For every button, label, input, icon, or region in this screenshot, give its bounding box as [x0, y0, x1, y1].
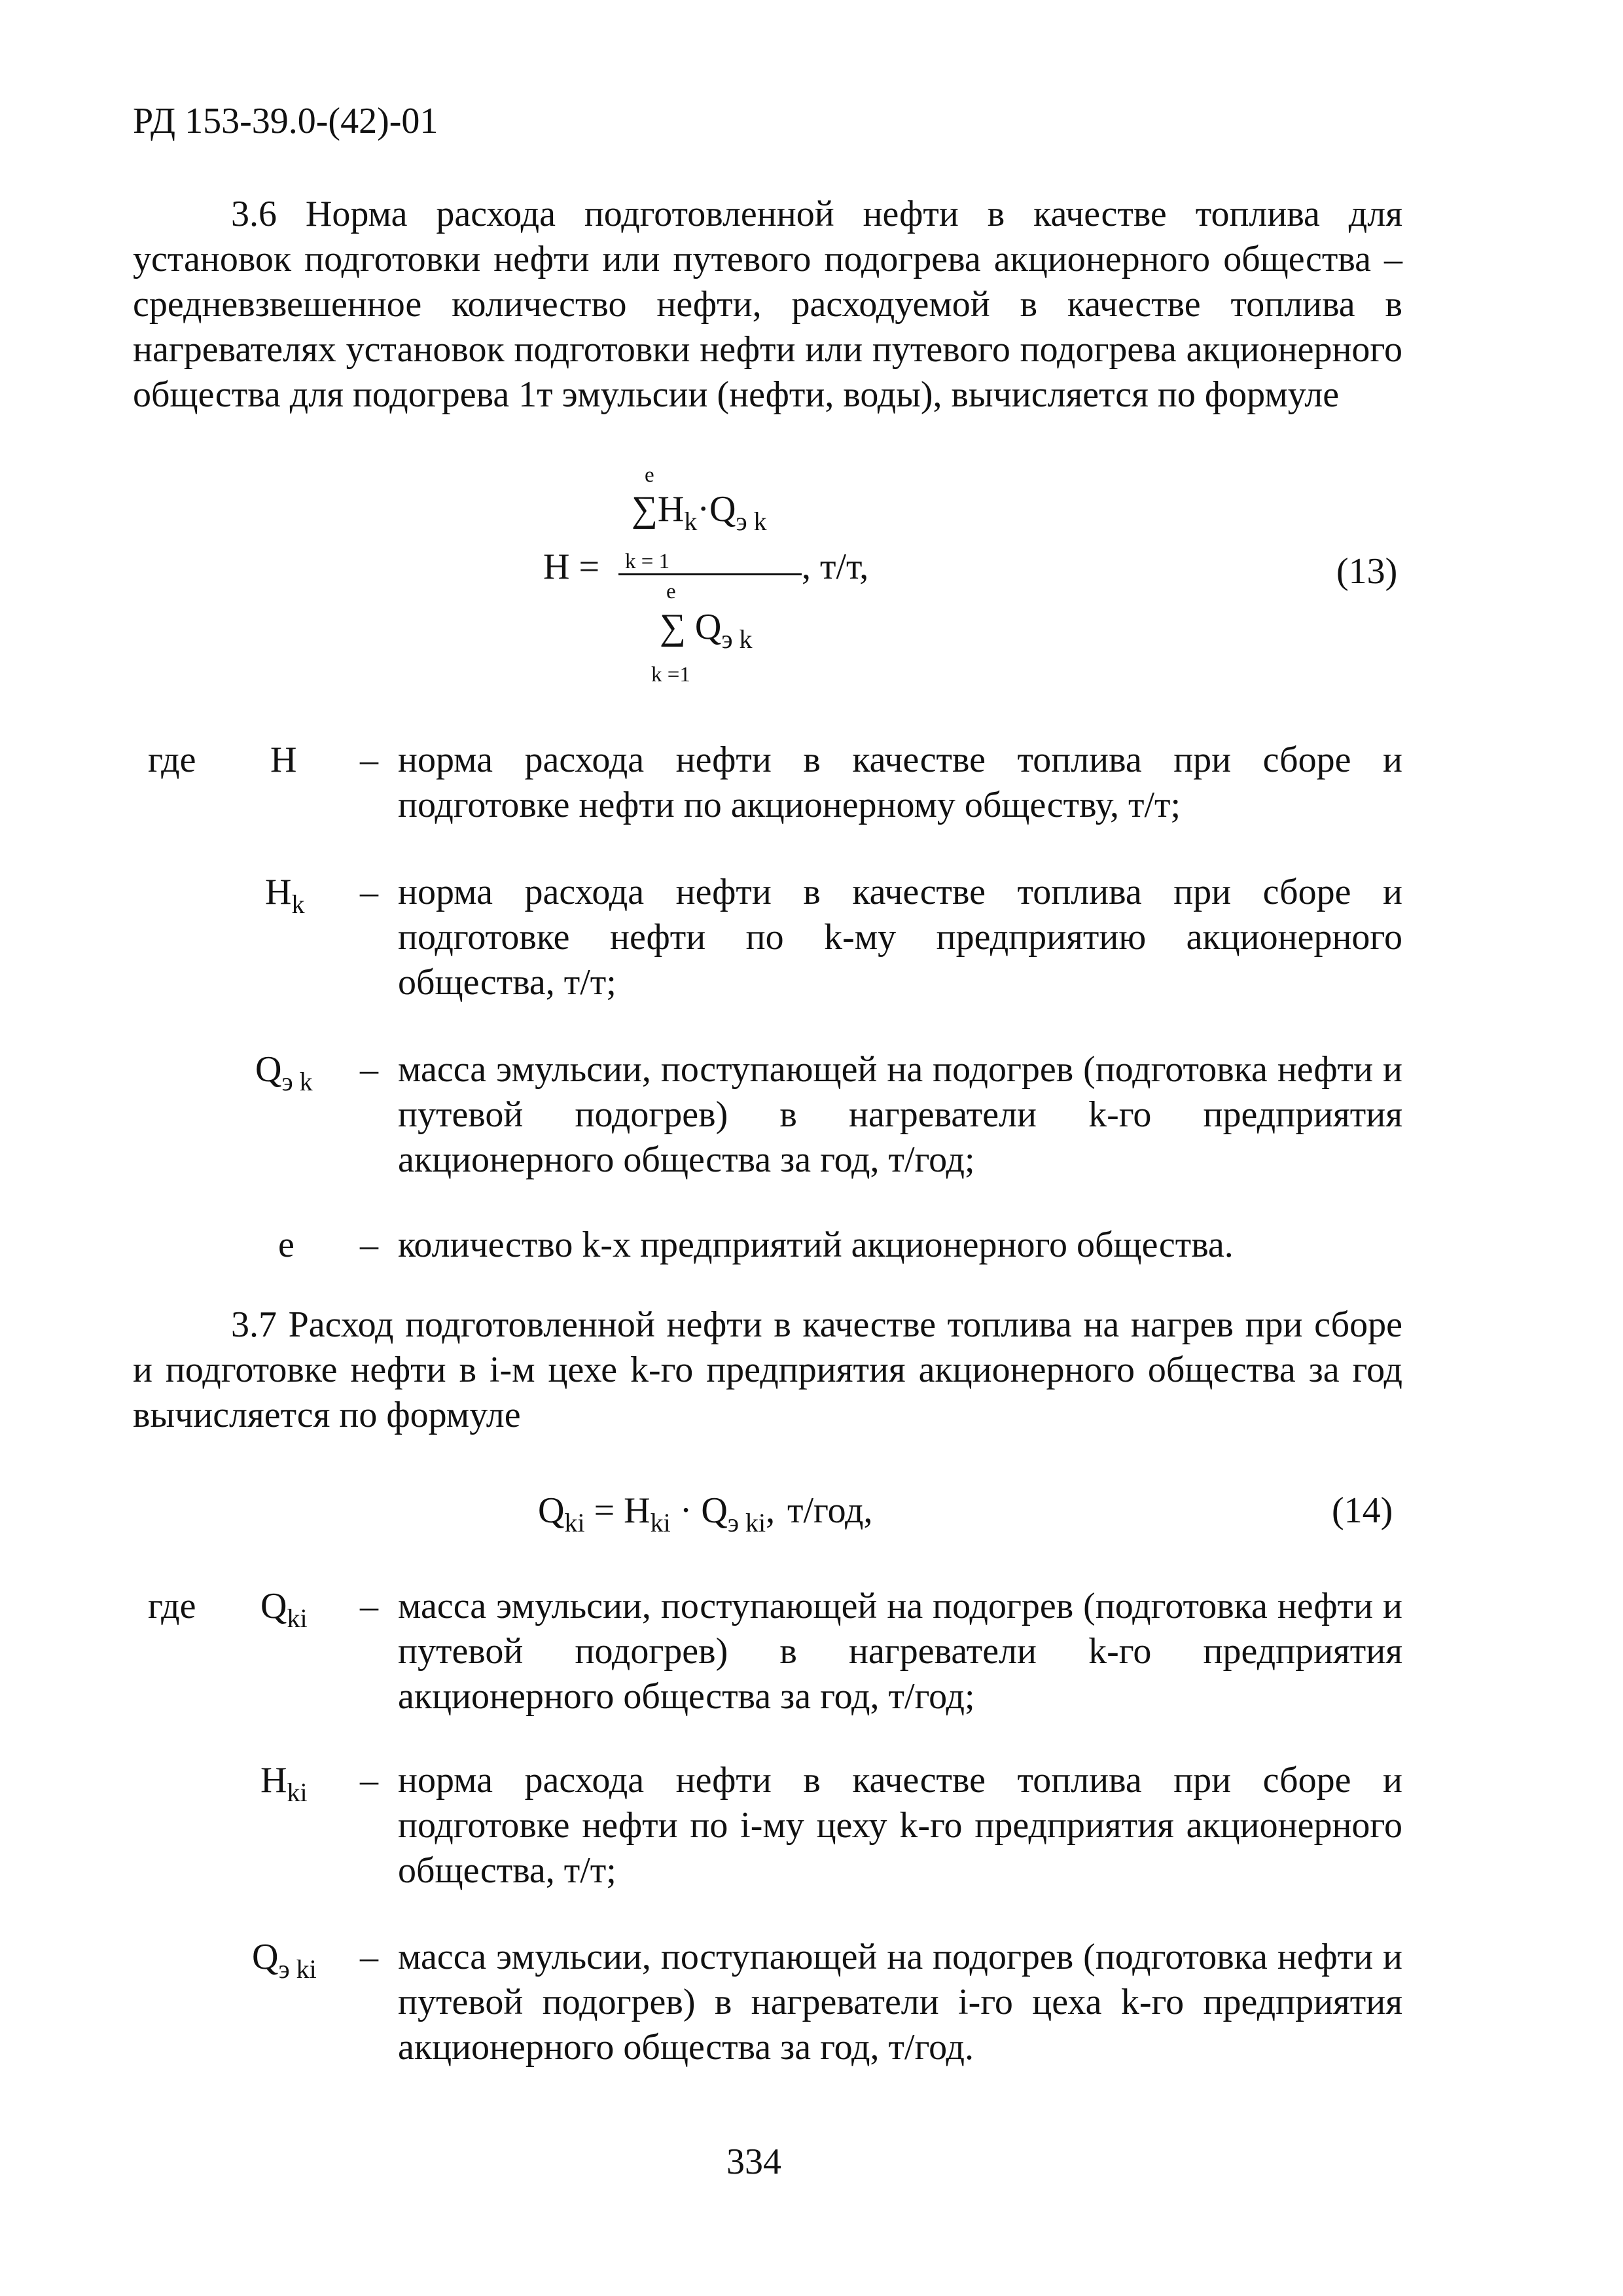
numerator-h-sub: k	[684, 507, 698, 536]
definition-text-qki: масса эмульсии, поступающей на подогрев (подготовка нефти и путевой подогрев) в нагреватели k-го предприятия акционерного общества за год, т/год;	[398, 1586, 1402, 1717]
definition-text-h: норма расхода нефти в качестве топлива при сборе и подготовке нефти по акционерному обществу, т/т;	[398, 740, 1402, 825]
formula-14-comma: ,	[766, 1490, 776, 1531]
def-dash: –	[360, 1760, 378, 1801]
formula-13-unit: , т/т,	[802, 547, 869, 587]
denominator-q: Q	[694, 607, 722, 647]
def-symbol-h: Н	[270, 740, 297, 780]
where-label: где	[148, 1586, 196, 1626]
formula-14-number: (14)	[1332, 1490, 1393, 1531]
numerator-h: Н	[657, 489, 685, 529]
def-dash: –	[360, 740, 378, 780]
formula-14-dot: ·	[670, 1490, 702, 1531]
formula-14-unit: т/год,	[787, 1490, 873, 1531]
def-dash: –	[360, 1586, 378, 1626]
numerator-lower-limit: k = 1	[625, 550, 670, 573]
formula-14-eq: =	[584, 1490, 624, 1531]
def-symbol-qki: $Q_{ki}$	[260, 1586, 308, 1633]
denominator-upper-limit: e	[666, 580, 676, 603]
def-symbol-qek: $Q_{э k}$	[255, 1049, 313, 1096]
numerator-q: Q	[709, 489, 736, 529]
formula-14	[538, 1490, 776, 1537]
def-symbol-e: e	[278, 1225, 294, 1265]
def-dash: –	[360, 872, 378, 912]
definition-text-qeki: масса эмульсии, поступающей на подогрев (подготовка нефти и путевой подогрев) в нагреватели i-го цеха k-го предприятия акционерного общества за год, т/год.	[398, 1937, 1402, 2068]
definition-text-hki: норма расхода нефти в качестве топлива при сборе и подготовке нефти по i-му цеху k-го предприятия акционерного общества, т/т;	[398, 1760, 1402, 1891]
formula-14-qe-sub: э ki	[727, 1508, 766, 1537]
def-symbol-hk: $Н_k$	[265, 872, 305, 919]
formula-14-q: Q	[538, 1490, 565, 1531]
denominator-sigma: ∑	[660, 607, 686, 647]
page-number: 334	[726, 2142, 781, 2182]
numerator-upper-limit: e	[645, 463, 654, 487]
document-number: РД 153-39.0-(42)-01	[133, 101, 438, 141]
formula-13-number: (13)	[1336, 551, 1398, 592]
fraction-bar	[618, 573, 802, 575]
numerator-expression	[632, 489, 767, 536]
denominator-expression	[660, 607, 753, 654]
where-label: где	[148, 740, 196, 780]
definition-text-hk: норма расхода нефти в качестве топлива при сборе и подготовке нефти по k-му предприятию акционерного общества, т/т;	[398, 872, 1402, 1003]
def-dash: –	[360, 1225, 378, 1265]
definition-text-e: количество k-х предприятий акционерного общества.	[398, 1225, 1234, 1265]
denominator-lower-limit: k =1	[651, 663, 690, 687]
formula-14-h-sub: ki	[650, 1508, 671, 1537]
section-3-7-paragraph: 3.7 Расход подготовленной нефти в качестве топлива на нагрев при сборе и подготовке нефти в i-м цехе k-го предприятия акционерного общества за год вычисляется по формуле	[133, 1304, 1402, 1435]
formula-13-lhs: Н =	[543, 547, 600, 587]
numerator-dot: ·	[697, 489, 710, 529]
definition-text-qek: масса эмульсии, поступающей на подогрев (подготовка нефти и путевой подогрев) в нагреватели k-го предприятия акционерного общества за год, т/год;	[398, 1049, 1402, 1180]
numerator-q-sub: э k	[736, 507, 767, 536]
def-symbol-qeki: $Q_{э ki}$	[252, 1937, 317, 1984]
numerator-sigma: ∑	[632, 489, 658, 529]
section-3-6-paragraph: 3.6 Норма расхода подготовленной нефти в качестве топлива для установок подготовки нефти или путевого подогрева акционерного общества – средневзвешенное количество нефти, расходуемой в качестве топлива в нагревателях установок подготовки нефти или путевого подогрева акционерного общества для подогрева 1т эмульсии (нефти, воды), вычисляется по формуле	[133, 194, 1402, 415]
def-symbol-hki: $Н_{ki}$	[260, 1760, 308, 1807]
denominator-q-sub: э k	[721, 624, 753, 654]
def-dash: –	[360, 1937, 378, 1977]
def-dash: –	[360, 1049, 378, 1090]
formula-14-h: Н	[624, 1490, 651, 1531]
formula-14-qe: Q	[701, 1490, 728, 1531]
formula-14-q-sub: ki	[564, 1508, 585, 1537]
